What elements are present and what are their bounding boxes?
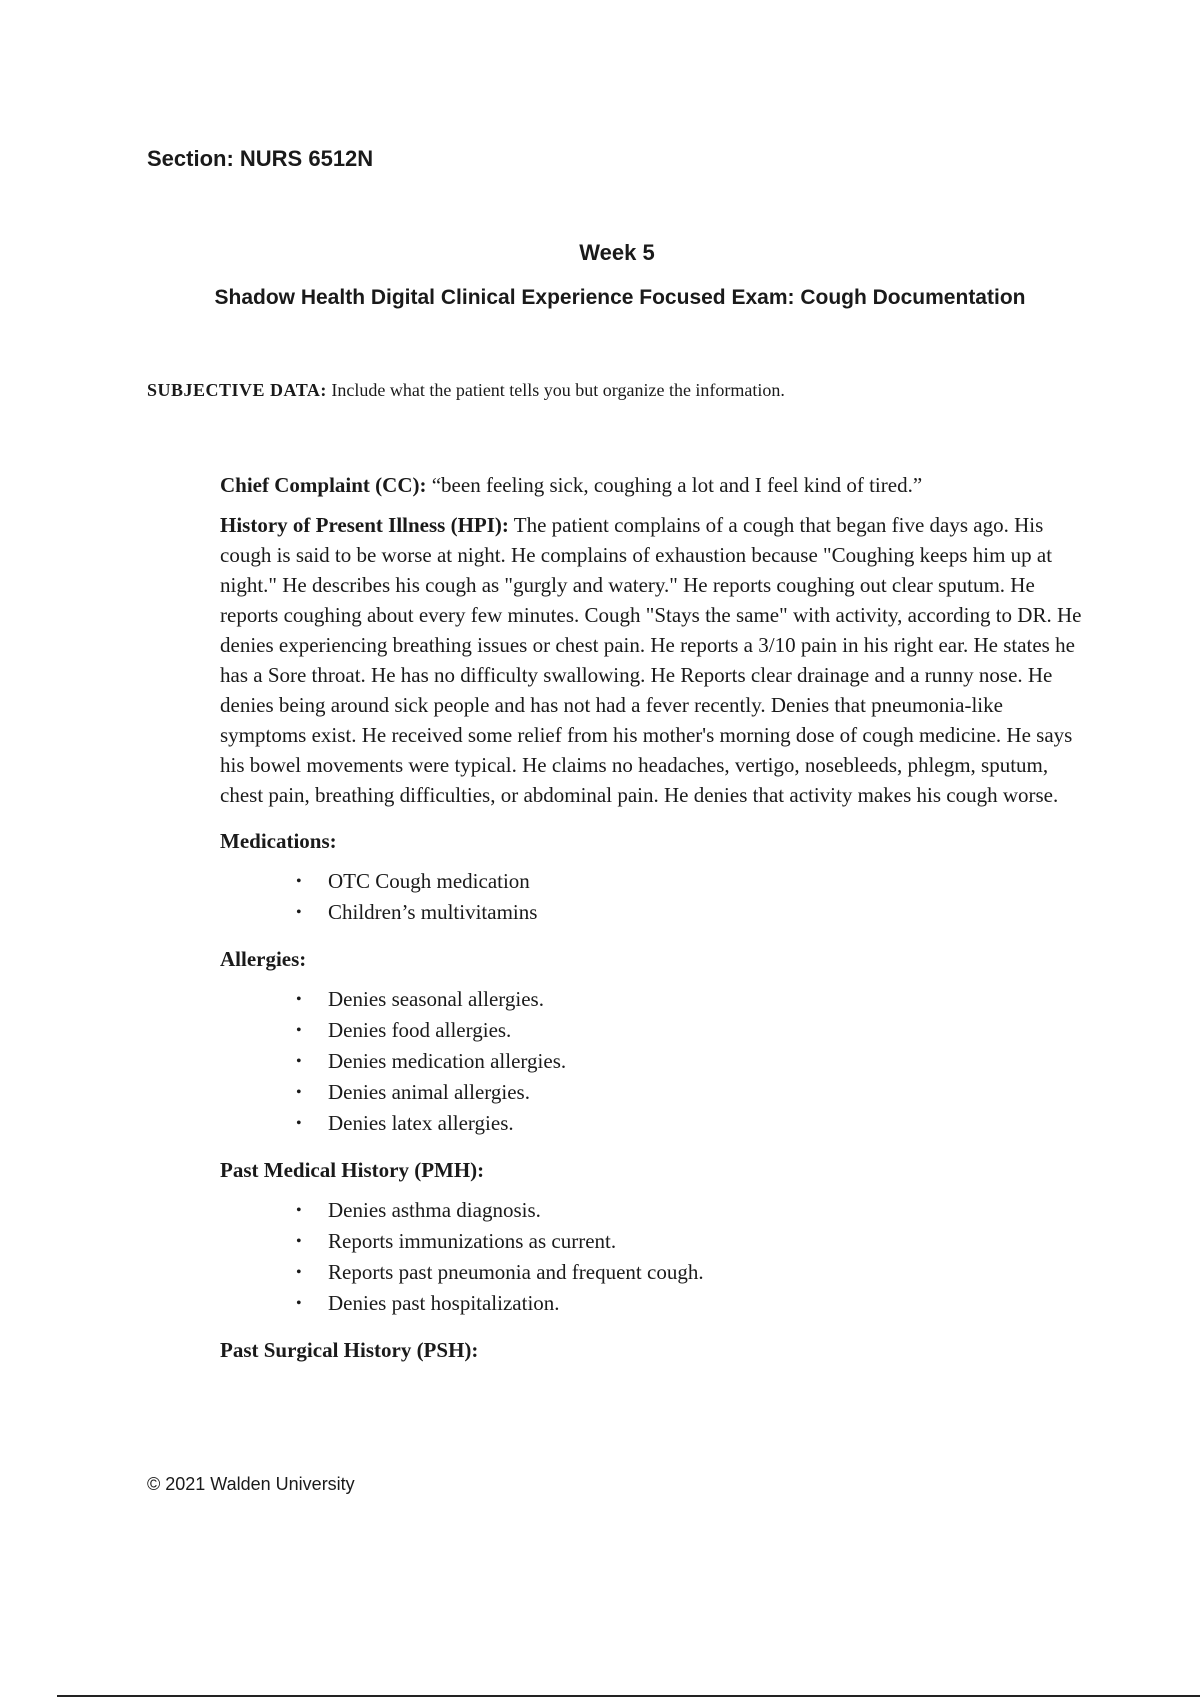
list-item: • Denies medication allergies. [328, 1046, 1090, 1077]
list-item: • Reports immunizations as current. [328, 1226, 1090, 1257]
document-title: Shadow Health Digital Clinical Experience Focused Exam: Cough Documentation [214, 286, 1026, 309]
chief-complaint [220, 470, 1090, 500]
week-label: Week 5 [579, 240, 655, 265]
list-item: • Denies asthma diagnosis. [328, 1195, 1090, 1226]
list-item: • Denies latex allergies. [328, 1108, 1090, 1139]
section-label: Section: NURS 6512N [147, 146, 374, 171]
chief-complaint-text: “been feeling sick, coughing a lot and I feel kind of tired.” [431, 473, 923, 497]
subjective-data-label: SUBJECTIVE DATA: [147, 380, 327, 400]
list-item: • Denies seasonal allergies. [328, 984, 1090, 1015]
list-item: • OTC Cough medication [328, 866, 1090, 897]
list-item: • Denies animal allergies. [328, 1077, 1090, 1108]
copyright-footer: © 2021 Walden University [147, 1474, 355, 1494]
medications-list [220, 866, 1090, 928]
allergies-list [220, 984, 1090, 1139]
psh-heading: Past Surgical History (PSH): [220, 1338, 479, 1362]
subjective-data-line [147, 380, 785, 401]
list-item: • Denies past hospitalization. [328, 1288, 1090, 1319]
medications-heading: Medications: [220, 829, 337, 853]
hpi-text: The patient complains of a cough that began five days ago. His cough is said to be worse at night. He complains of exhaustion because "Coughing keeps him up at night." He describes his cough as "gurgly and watery." He reports coughing out clear sputum. He reports coughing about every few minutes. Cough "Stays the same" with activity, according to DR. He denies experiencing breathing issues or chest pain. He reports a 3/10 pain in his right ear. He states he has a Sore throat. He has no difficulty swallowing. He Reports clear drainage and a runny nose. He denies being around sick people and has not had a fever recently. Denies that pneumonia-like symptoms exist. He received some relief from his mother's morning dose of cough medicine. He says his bowel movements were typical. He claims no headaches, vertigo, nosebleeds, phlegm, sputum, chest pain, breathing difficulties, or abdominal pain. He denies that activity makes his cough worse. [220, 513, 1082, 807]
chief-complaint-label: Chief Complaint (CC): [220, 473, 427, 497]
pmh-list [220, 1195, 1090, 1319]
allergies-heading: Allergies: [220, 947, 307, 971]
subjective-data-instruction: Include what the patient tells you but organize the information. [331, 380, 785, 400]
document-body [220, 470, 1090, 1375]
history-present-illness [220, 510, 1090, 810]
list-item: • Reports past pneumonia and frequent cough. [328, 1257, 1090, 1288]
pmh-heading: Past Medical History (PMH): [220, 1158, 485, 1182]
page-divider [57, 1695, 1200, 1697]
list-item: • Denies food allergies. [328, 1015, 1090, 1046]
hpi-label: History of Present Illness (HPI): [220, 513, 509, 537]
list-item: • Children’s multivitamins [328, 897, 1090, 928]
